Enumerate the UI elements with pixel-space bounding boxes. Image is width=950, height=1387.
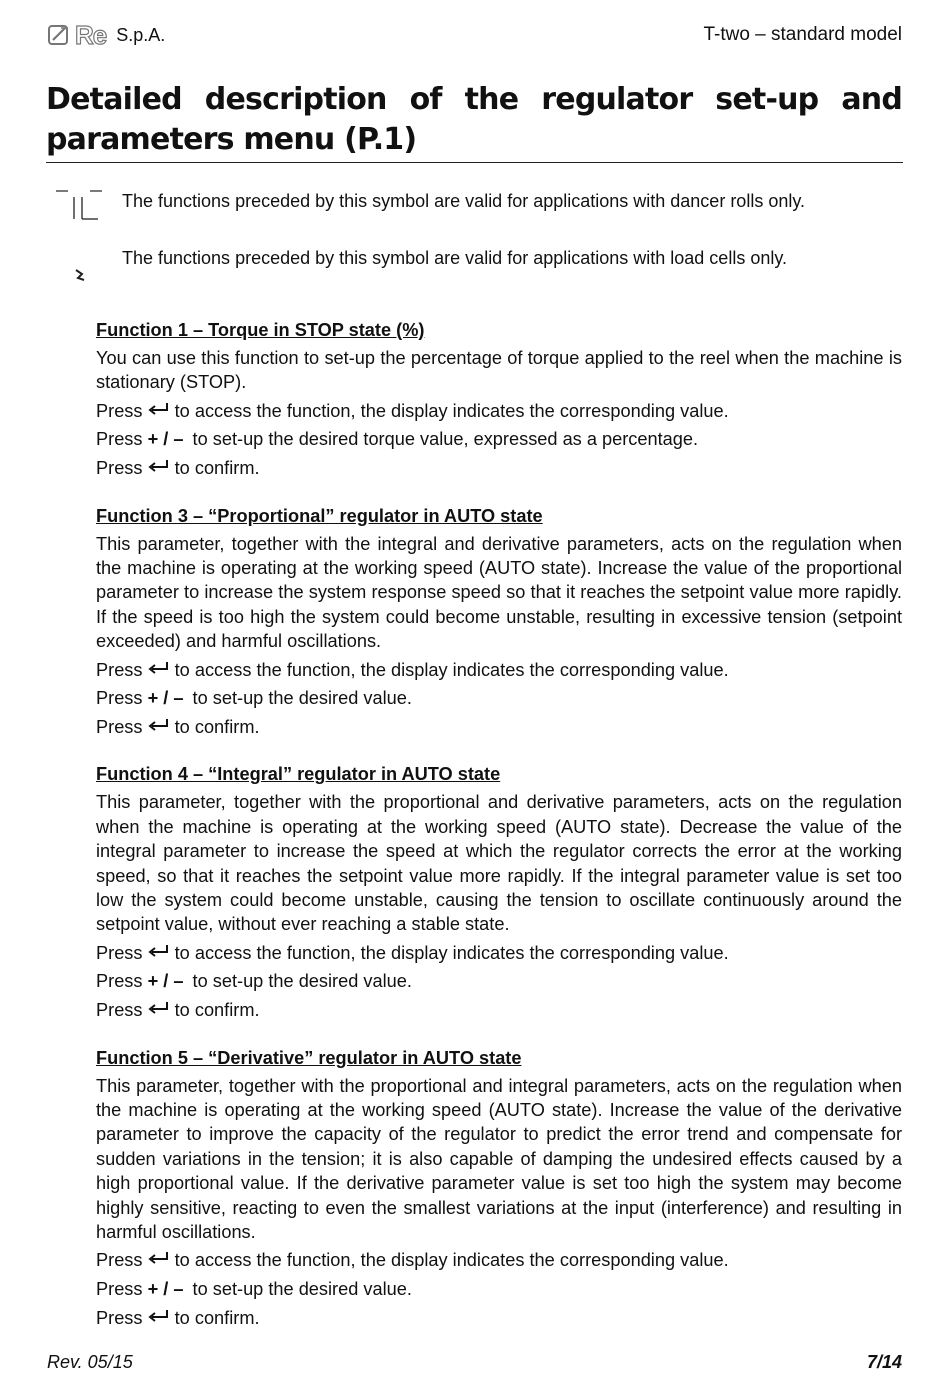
function-title: Function 5 – “Derivative” regulator in AUTO state xyxy=(96,1047,522,1068)
step-prefix: Press xyxy=(96,971,143,992)
plus-minus-key: + / – xyxy=(147,429,184,450)
step-prefix: Press xyxy=(96,1307,143,1328)
step-prefix: Press xyxy=(96,1250,143,1271)
page-title: Detailed description of the regulator set-up and parameters menu (P.1) xyxy=(46,82,902,157)
step-text: to confirm. xyxy=(174,458,260,478)
re-logo-icon xyxy=(47,23,71,47)
function-5-section xyxy=(96,1046,902,1333)
step-prefix: Press xyxy=(96,659,143,680)
step-prefix: Press xyxy=(96,716,143,737)
step-text: to set-up the desired torque value, expressed as a percentage. xyxy=(192,429,699,450)
instruction-step xyxy=(96,425,902,454)
step-prefix: Press xyxy=(96,1279,143,1300)
function-title: Function 3 – “Proportional” regulator in AUTO state xyxy=(96,505,543,526)
page-header xyxy=(47,20,902,50)
page-footer xyxy=(47,1352,902,1376)
logo-text: Re xyxy=(75,20,107,50)
function-description: This parameter, together with the proportional and integral parameters, acts on the regulation when the machine is operating at the working speed (AUTO state). Increase the value of the derivative parameter to improve the capacity of the regulator to predict the error trend and compensate for sudden variations in the tension; it is also capable of damping the undesired effects caused by a high proportional value. If the derivative parameter value is set too high the system may become highly sensitive, reacting to even the smallest variations at the input (interference) and resulting in harmful oscillations. xyxy=(96,1075,902,1243)
symbol-legend-dancer xyxy=(50,189,902,229)
step-prefix: Press xyxy=(96,429,143,450)
functions-content xyxy=(96,318,902,1353)
function-description: This parameter, together with the integral and derivative parameters, acts on the regulation when the machine is operating at the working speed (AUTO state). Increase the value of the proportional parameter to increase the system response speed so that it reaches the setpoint value more rapidly. If the speed is too high the system could become unstable, resulting in excessive tension (setpoint exceeded) and harmful oscillations. xyxy=(96,533,902,652)
dancer-roll-symbol-icon xyxy=(50,189,110,229)
step-text: to confirm. xyxy=(174,1307,260,1328)
instruction-step xyxy=(96,397,902,426)
step-text: to access the function, the display indicates the corresponding value. xyxy=(174,400,729,421)
step-text: to confirm. xyxy=(174,716,260,737)
instruction-step xyxy=(96,684,902,713)
instruction-step xyxy=(96,454,902,483)
enter-key-icon xyxy=(148,661,170,675)
instruction-step xyxy=(96,713,902,742)
instruction-step xyxy=(96,1246,902,1275)
function-3-section xyxy=(96,504,902,742)
step-text: to access the function, the display indicates the corresponding value. xyxy=(174,659,729,680)
function-title: Function 4 – “Integral” regulator in AUTO state xyxy=(96,764,501,785)
plus-minus-key: + / – xyxy=(147,971,184,992)
enter-key-icon xyxy=(148,944,170,958)
enter-key-icon xyxy=(148,1001,170,1015)
enter-key-icon xyxy=(148,1309,170,1323)
step-text: to set-up the desired value. xyxy=(192,971,412,992)
enter-key-icon xyxy=(148,1251,170,1265)
instruction-step xyxy=(96,939,902,968)
revision-label: Rev. 05/15 xyxy=(47,1352,133,1372)
step-text: to confirm. xyxy=(174,1000,260,1021)
enter-key-icon xyxy=(148,402,170,416)
function-title: Function 1 – Torque in STOP state (%) xyxy=(96,320,425,340)
model-name: T-two – standard model xyxy=(703,24,902,45)
step-prefix: Press xyxy=(96,1000,143,1021)
step-text: to access the function, the display indicates the corresponding value. xyxy=(174,942,729,963)
symbol-legend-text: The functions preceded by this symbol are valid for applications with dancer rolls only. xyxy=(122,191,806,211)
enter-key-icon xyxy=(148,718,170,732)
step-text: to set-up the desired value. xyxy=(192,688,412,709)
symbol-legend-load-cell xyxy=(50,246,902,286)
step-text: to access the function, the display indicates the corresponding value. xyxy=(174,1250,729,1271)
plus-minus-key: + / – xyxy=(147,688,184,709)
instruction-step xyxy=(96,656,902,685)
step-text: to set-up the desired value. xyxy=(192,1279,412,1300)
symbol-legend-text: The functions preceded by this symbol are valid for applications with load cells only. xyxy=(122,248,788,268)
title-divider xyxy=(46,162,903,163)
instruction-step xyxy=(96,1275,902,1304)
step-prefix: Press xyxy=(96,458,143,478)
function-description: This parameter, together with the proportional and derivative parameters, acts on the regulation when the machine is operating at the working speed (AUTO state). Decrease the value of the integral parameter to increase the speed at which the regulator corrects the error at the working speed, so that it reaches the setpoint value more rapidly. If the integral parameter value is set too low the system could become unstable, causing the tension to oscillate continuously around the setpoint value, without ever reaching a stable state. xyxy=(96,792,902,935)
company-suffix: S.p.A. xyxy=(116,24,166,45)
function-4-section xyxy=(96,762,902,1024)
function-description: You can use this function to set-up the percentage of torque applied to the reel when the machine is stationary (STOP). xyxy=(96,348,902,393)
instruction-step xyxy=(96,1304,902,1333)
instruction-step xyxy=(96,967,902,996)
enter-key-icon xyxy=(148,459,170,473)
instruction-step xyxy=(96,996,902,1025)
function-1-section xyxy=(96,318,902,483)
page-number: 7/14 xyxy=(866,1352,902,1372)
step-prefix: Press xyxy=(96,400,143,421)
load-cell-symbol-icon xyxy=(50,246,110,286)
company-logo xyxy=(47,22,165,48)
step-prefix: Press xyxy=(96,688,143,709)
plus-minus-key: + / – xyxy=(147,1279,184,1300)
step-prefix: Press xyxy=(96,942,143,963)
